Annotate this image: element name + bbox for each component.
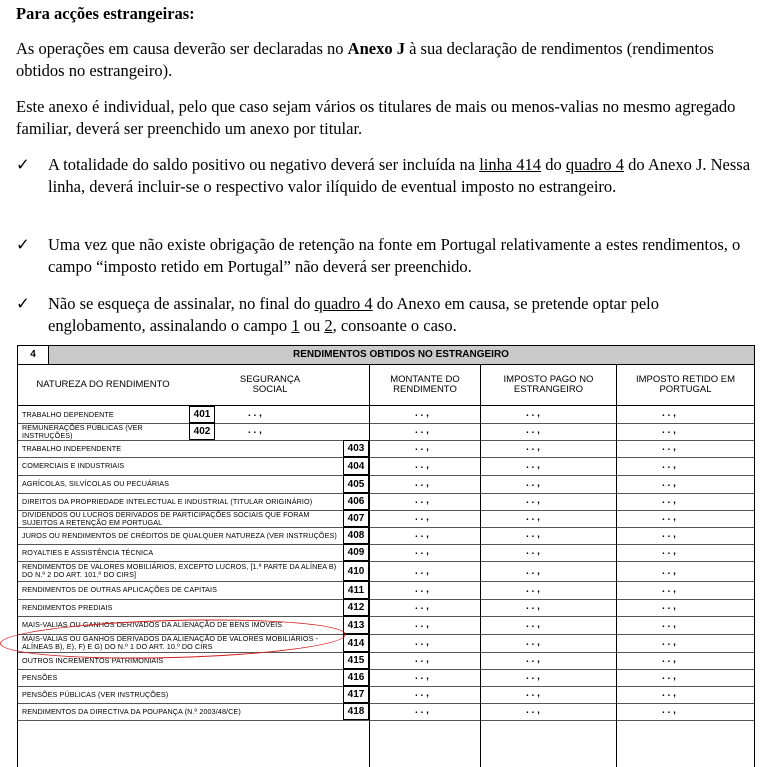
column-header-montante: MONTANTE DO RENDIMENTO [390, 373, 460, 395]
montante-field[interactable]: . . , [415, 566, 429, 577]
form-row-403 [18, 440, 754, 458]
form-title: RENDIMENTOS OBTIDOS NO ESTRANGEIRO [293, 349, 509, 360]
row-code-406: 406 [343, 493, 369, 510]
form-row-406 [18, 493, 754, 511]
text-run: , consoante o caso. [332, 316, 457, 335]
form-row-411 [18, 581, 754, 600]
form-row-410 [18, 561, 754, 582]
imposto-pago-field[interactable]: . . , [526, 495, 540, 506]
imposto-retido-field[interactable]: . . , [662, 425, 676, 436]
imposto-pago-field[interactable]: . . , [526, 408, 540, 419]
row-code-414: 414 [343, 634, 369, 652]
row-label: RENDIMENTOS DA DIRECTIVA DA POUPANÇA (N.º 2003/48/CE) [22, 706, 241, 716]
underlined-linha-414: linha 414 [479, 155, 542, 174]
imposto-pago-field[interactable]: . . , [526, 619, 540, 630]
column-divider [369, 364, 370, 767]
imposto-retido-field[interactable]: . . , [662, 408, 676, 419]
montante-field[interactable]: . . , [415, 478, 429, 489]
imposto-pago-field[interactable]: . . , [526, 546, 540, 557]
row-code-415: 415 [343, 652, 369, 669]
row-code-409: 409 [343, 544, 369, 561]
text-run: A totalidade do saldo positivo ou negativo deverá ser incluída na [48, 155, 480, 174]
row-code-418: 418 [343, 703, 369, 720]
column-header-natureza: NATUREZA DO RENDIMENTO [36, 378, 170, 390]
row-label: DIVIDENDOS OU LUCROS DERIVADOS DE PARTICIPAÇÕES SOCIAIS QUE FORAM SUJEITOS A RETENÇÃO EM PORTUGAL [22, 509, 310, 527]
imposto-pago-field[interactable]: . . , [526, 654, 540, 665]
imposto-retido-field[interactable]: . . , [662, 584, 676, 595]
imposto-retido-field[interactable]: . . , [662, 688, 676, 699]
row-code-417: 417 [343, 686, 369, 703]
bullet-text [48, 293, 758, 337]
imposto-retido-field[interactable]: . . , [662, 705, 676, 716]
form-row-416 [18, 669, 754, 687]
row-label: REMUNERAÇÕES PÚBLICAS (VER INSTRUÇÕES) [22, 422, 143, 440]
imposto-retido-field[interactable]: . . , [662, 654, 676, 665]
imposto-pago-field[interactable]: . . , [526, 566, 540, 577]
montante-field[interactable]: . . , [415, 460, 429, 471]
montante-field[interactable]: . . , [415, 654, 429, 665]
montante-field[interactable]: . . , [415, 546, 429, 557]
imposto-retido-field[interactable]: . . , [662, 601, 676, 612]
imposto-pago-field[interactable]: . . , [526, 442, 540, 453]
row-label: RENDIMENTOS DE OUTRAS APLICAÇÕES DE CAPITAIS [22, 585, 218, 594]
row-label: PENSÕES PÚBLICAS (VER INSTRUÇÕES) [22, 689, 169, 699]
row-label: RENDIMENTOS DE VALORES MOBILIÁRIOS, EXCEPTO LUCROS, [1.ª PARTE DA ALÍNEA B) DO N.º 2 DO ART. 101.º DO CIRS] [22, 562, 337, 579]
row-code-403: 403 [343, 440, 369, 457]
montante-field[interactable]: . . , [415, 705, 429, 716]
text-run: do Anexo J. Nessa linha, deverá incluir-se o respectivo valor ilíquido de eventual imposto no estrangeiro. [48, 155, 751, 196]
paragraph-text: As operações em causa deverão ser declaradas no [16, 39, 348, 58]
row-label: JUROS OU RENDIMENTOS DE CRÉDITOS DE QUALQUER NATUREZA (VER INSTRUÇÕES) [22, 530, 337, 540]
text-run: do Anexo em causa, se pretende optar pelo englobamento, assinalando o campo [48, 294, 660, 335]
row-code-404: 404 [343, 457, 369, 475]
imposto-retido-field[interactable]: . . , [662, 495, 676, 506]
imposto-pago-field[interactable]: . . , [526, 584, 540, 595]
quadro-4-form [17, 345, 755, 767]
seguranca-social-field[interactable]: . . , [248, 408, 262, 419]
paragraph-anexo-j [16, 38, 751, 82]
imposto-pago-field[interactable]: . . , [526, 601, 540, 612]
montante-field[interactable]: . . , [415, 512, 429, 523]
imposto-retido-field[interactable]: . . , [662, 637, 676, 648]
imposto-pago-field[interactable]: . . , [526, 512, 540, 523]
imposto-retido-field[interactable]: . . , [662, 442, 676, 453]
bullet-text: Uma vez que não existe obrigação de retenção na fonte em Portugal relativamente a estes rendimentos, o campo “imposto retido em Portugal” não deverá ser preenchido. [48, 235, 741, 276]
row-label: ROYALTIES E ASSISTÊNCIA TÉCNICA [22, 547, 154, 557]
form-row-418 [18, 703, 754, 721]
row-code-410: 410 [343, 561, 369, 581]
imposto-retido-field[interactable]: . . , [662, 512, 676, 523]
paragraph-individual-annex: Este anexo é individual, pelo que caso sejam vários os titulares de mais ou menos-valias no mesmo agregado familiar, deverá ser preenchido um anexo por titular. [16, 97, 736, 138]
checkmark-icon: ✓ [16, 294, 30, 313]
column-header-imposto-pago: IMPOSTO PAGO NO ESTRANGEIRO [503, 373, 594, 395]
row-code-405: 405 [343, 475, 369, 493]
imposto-retido-field[interactable]: . . , [662, 619, 676, 630]
row-label: COMERCIAIS E INDUSTRIAIS [22, 461, 125, 470]
anexo-j-bold: Anexo J [347, 39, 405, 58]
column-header-imposto-retido: IMPOSTO RETIDO EM PORTUGAL [635, 373, 736, 395]
row-code-402: 402 [189, 423, 215, 440]
underlined-quadro-4: quadro 4 [314, 294, 373, 313]
montante-field[interactable]: . . , [415, 688, 429, 699]
montante-field[interactable]: . . , [415, 442, 429, 453]
montante-field[interactable]: . . , [415, 529, 429, 540]
row-code-411: 411 [343, 581, 369, 599]
column-divider [480, 364, 481, 767]
form-row-412 [18, 599, 754, 617]
row-label: MAIS-VALIAS OU GANHOS DERIVADOS DA ALIENAÇÃO DE BENS IMÓVEIS [22, 620, 283, 629]
row-label: TRABALHO INDEPENDENTE [22, 443, 122, 453]
imposto-retido-field[interactable]: . . , [662, 566, 676, 577]
row-code-408: 408 [343, 527, 369, 544]
underlined-quadro-4: quadro 4 [565, 155, 625, 174]
imposto-pago-field[interactable]: . . , [526, 688, 540, 699]
form-row-417 [18, 686, 754, 704]
imposto-pago-field[interactable]: . . , [526, 671, 540, 682]
row-code-412: 412 [343, 599, 369, 616]
underlined-field-1: 1 [291, 316, 300, 335]
imposto-pago-field[interactable]: . . , [526, 425, 540, 436]
montante-field[interactable]: . . , [415, 601, 429, 612]
row-label: DIREITOS DA PROPRIEDADE INTELECTUAL E INDUSTRIAL (TITULAR ORIGINÁRIO) [22, 496, 313, 506]
quadro-number: 4 [18, 346, 49, 364]
imposto-pago-field[interactable]: . . , [526, 529, 540, 540]
montante-field[interactable]: . . , [415, 671, 429, 682]
montante-field[interactable]: . . , [415, 637, 429, 648]
column-header-seguranca-social: SEGURANÇA SOCIAL [239, 373, 301, 395]
text-run: ou [299, 316, 325, 335]
form-title-bar [18, 346, 754, 365]
imposto-pago-field[interactable]: . . , [526, 460, 540, 471]
form-row-401 [18, 406, 754, 424]
montante-field[interactable]: . . , [415, 619, 429, 630]
row-code-407: 407 [343, 510, 369, 527]
form-row-407 [18, 510, 754, 528]
imposto-pago-field[interactable]: . . , [526, 637, 540, 648]
underlined-field-2: 2 [324, 316, 333, 335]
row-label: TRABALHO DEPENDENTE [22, 409, 114, 419]
checkmark-icon: ✓ [16, 155, 30, 174]
row-code-401: 401 [189, 406, 215, 423]
form-row-405 [18, 475, 754, 494]
paragraph-text: à sua declaração de rendimentos (rendimentos obtidos no estrangeiro). [16, 39, 714, 80]
seguranca-social-field[interactable]: . . , [248, 425, 262, 436]
row-label: RENDIMENTOS PREDIAIS [22, 602, 113, 612]
column-header-row [18, 364, 754, 406]
text-run: do [541, 155, 566, 174]
montante-field[interactable]: . . , [415, 408, 429, 419]
row-code-416: 416 [343, 669, 369, 686]
row-code-413: 413 [343, 616, 369, 634]
form-row-408 [18, 527, 754, 545]
bullet-text [48, 154, 758, 198]
montante-field[interactable]: . . , [415, 425, 429, 436]
row-label: OUTROS INCREMENTOS PATRIMONIAIS [22, 655, 164, 665]
row-label: PENSÕES [22, 672, 58, 682]
section-heading: Para acções estrangeiras: [16, 4, 195, 23]
imposto-retido-field[interactable]: . . , [662, 529, 676, 540]
imposto-pago-field[interactable]: . . , [526, 705, 540, 716]
imposto-retido-field[interactable]: . . , [662, 546, 676, 557]
column-divider [616, 364, 617, 767]
imposto-retido-field[interactable]: . . , [662, 671, 676, 682]
row-label: AGRÍCOLAS, SILVÍCOLAS OU PECUÁRIAS [22, 479, 170, 488]
montante-field[interactable]: . . , [415, 584, 429, 595]
row-label: MAIS-VALIAS OU GANHOS DERIVADOS DA ALIENAÇÃO DE VALORES MOBILIÁRIOS - ALÍNEAS B), E), F) E G) DO N.º 1 DO ART. 10.º DO CIRS [22, 634, 319, 651]
imposto-pago-field[interactable]: . . , [526, 478, 540, 489]
imposto-retido-field[interactable]: . . , [662, 460, 676, 471]
form-row-402 [18, 423, 754, 441]
form-row-404 [18, 457, 754, 476]
montante-field[interactable]: . . , [415, 495, 429, 506]
imposto-retido-field[interactable]: . . , [662, 478, 676, 489]
text-run: Não se esqueça de assinalar, no final do [48, 294, 315, 313]
form-row-409 [18, 544, 754, 562]
checkmark-icon: ✓ [16, 235, 30, 254]
